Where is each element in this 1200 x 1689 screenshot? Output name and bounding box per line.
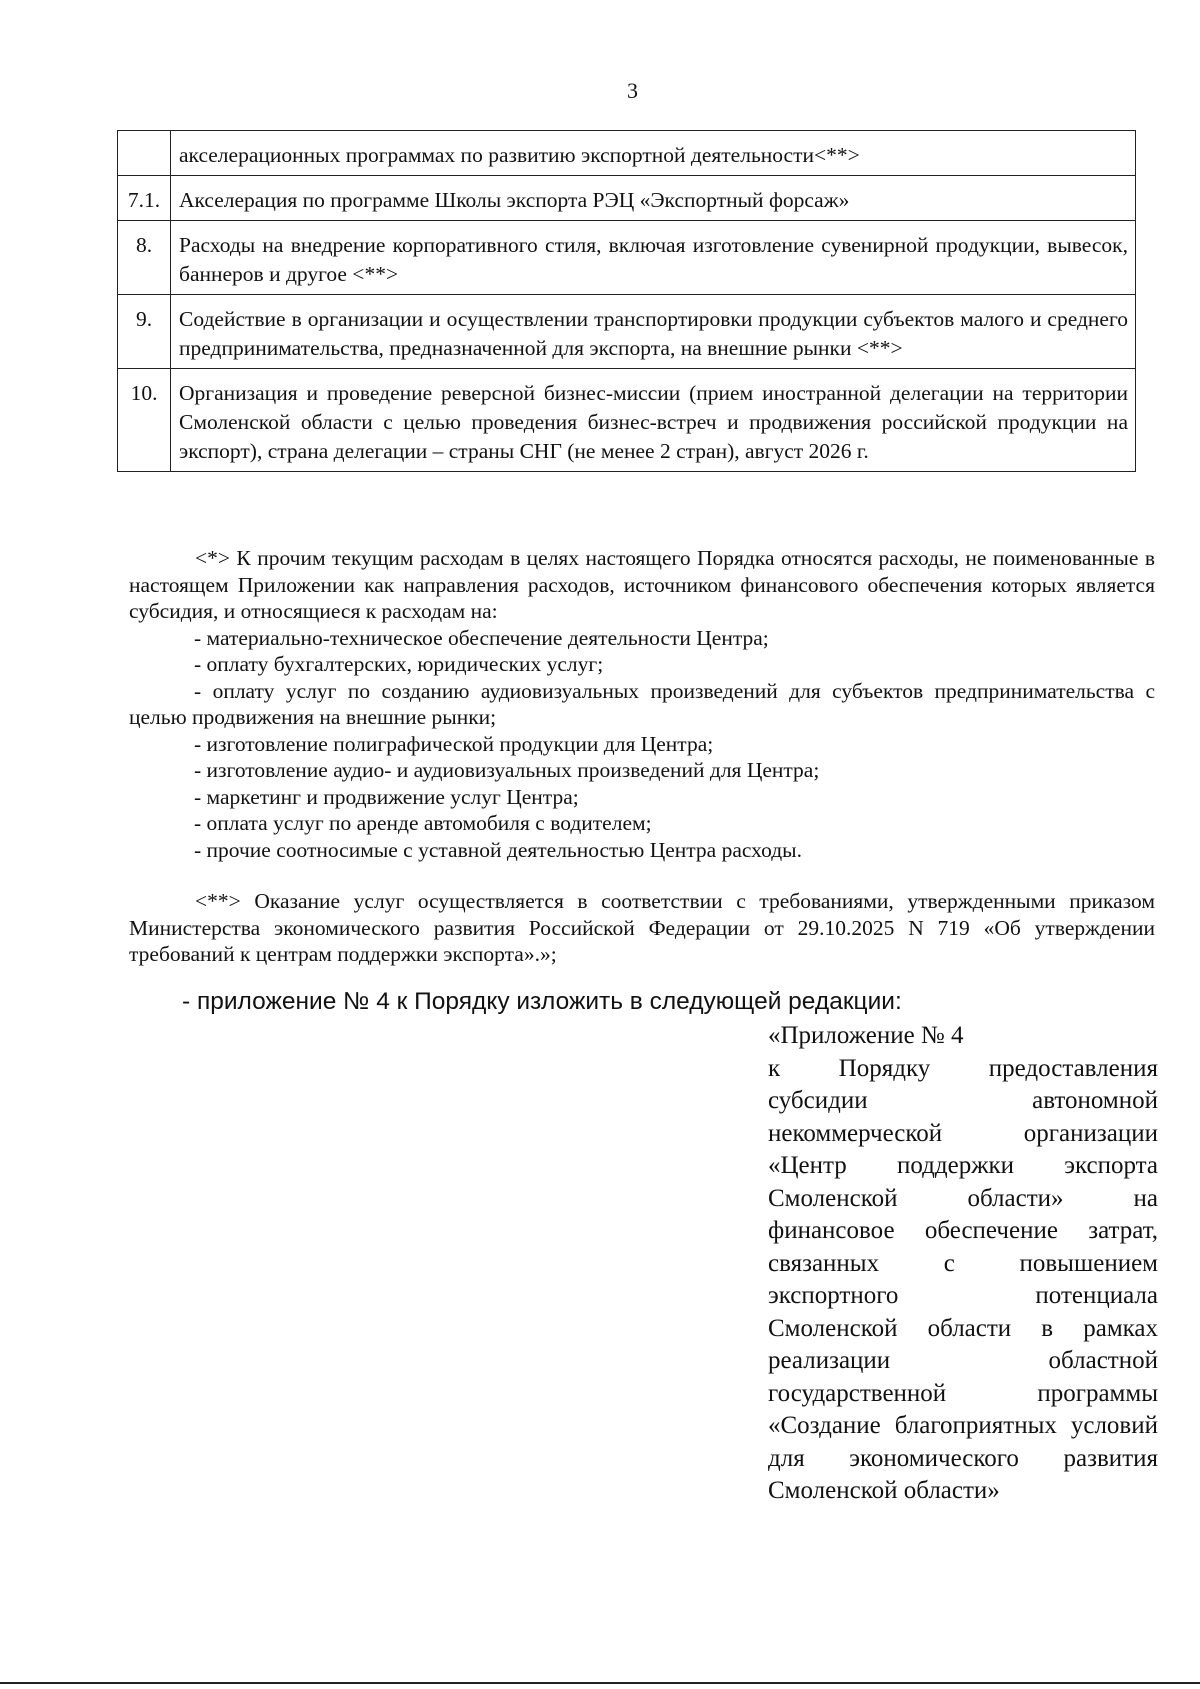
row-number: 10. [118, 369, 171, 472]
list-item: - изготовление полиграфической продукции для Центра; [194, 731, 714, 756]
list-item: - маркетинг и продвижение услуг Центра; [194, 784, 579, 809]
page-edge-line [0, 1682, 1200, 1684]
table-row [118, 369, 1136, 472]
list-item: - оплата услуг по аренде автомобиля с водителем; [194, 811, 652, 835]
list-item: - изготовление аудио- и аудиовизуальных произведений для Центра; [194, 758, 820, 782]
instruction-line: - приложение № 4 к Порядку изложить в следующей редакции: [182, 988, 902, 1015]
footnotes [129, 545, 1155, 968]
appendix-body: к Порядку предоставления субсидии автономной некоммерческой организации «Центр поддержки экспорта Смоленской области» на финансовое обеспечение затрат, связанных с повышением экспортного потенциала Смоленской области в рамках реализации областной государственной программы «Создание благоприятных условий для экономического развития Смоленской области» [768, 1054, 1158, 1504]
row-text: Содействие в организации и осуществлении транспортировки продукции субъектов малого и среднего предпринимательства, предназначенной для экспорта, на внешние рынки <**> [171, 295, 1136, 369]
table-row [118, 221, 1136, 295]
list-item: - прочие соотносимые с уставной деятельностью Центра расходы. [194, 837, 802, 862]
row-text: Акселерация по программе Школы экспорта РЭЦ «Экспортный форсаж» [171, 176, 1136, 221]
page-number: 3 [627, 78, 638, 103]
spacer [129, 863, 1155, 888]
list-item: - оплату услуг по созданию аудиовизуальных произведений для субъектов предпринимательства с целью продвижения на внешние рынки; [129, 678, 1155, 729]
row-text: Расходы на внедрение корпоративного стиля, включая изготовление сувенирной продукции, вывесок, баннеров и другое <**> [171, 221, 1136, 295]
row-text: Организация и проведение реверсной бизнес-миссии (прием иностранной делегации на территории Смоленской области с целью проведения бизнес-встреч и продвижения российской продукции на экспорт), страна делегации – страны СНГ (не менее 2 стран), август 2026 г. [171, 369, 1136, 472]
list-item: - материально-техническое обеспечение деятельности Центра; [194, 625, 769, 650]
appendix-header [768, 1020, 1158, 1508]
table-row [118, 131, 1136, 176]
table-row [118, 295, 1136, 369]
table-row [118, 176, 1136, 221]
footnote-1-intro: <*> К прочим текущим расходам в целях настоящего Порядка относятся расходы, не поименованные в настоящем Приложении как направления расходов, источником финансового обеспечения которых является субсидия, и относящиеся к расходам на: [129, 546, 1155, 623]
row-number: 8. [118, 221, 171, 295]
row-number: 9. [118, 295, 171, 369]
appendix-title: «Приложение № 4 [768, 1022, 964, 1049]
list-item: - оплату бухгалтерских, юридических услуг; [194, 652, 604, 676]
row-text: акселерационных программах по развитию экспортной деятельности<**> [171, 131, 1136, 176]
row-number [118, 131, 171, 176]
row-number: 7.1. [118, 176, 171, 221]
expense-table [117, 130, 1136, 472]
footnote-2: <**> Оказание услуг осуществляется в соответствии с требованиями, утвержденными приказом Министерства экономического развития Российской Федерации от 29.10.2025 N 719 «Об утверждении требований к центрам поддержки экспорта».»; [129, 889, 1155, 966]
